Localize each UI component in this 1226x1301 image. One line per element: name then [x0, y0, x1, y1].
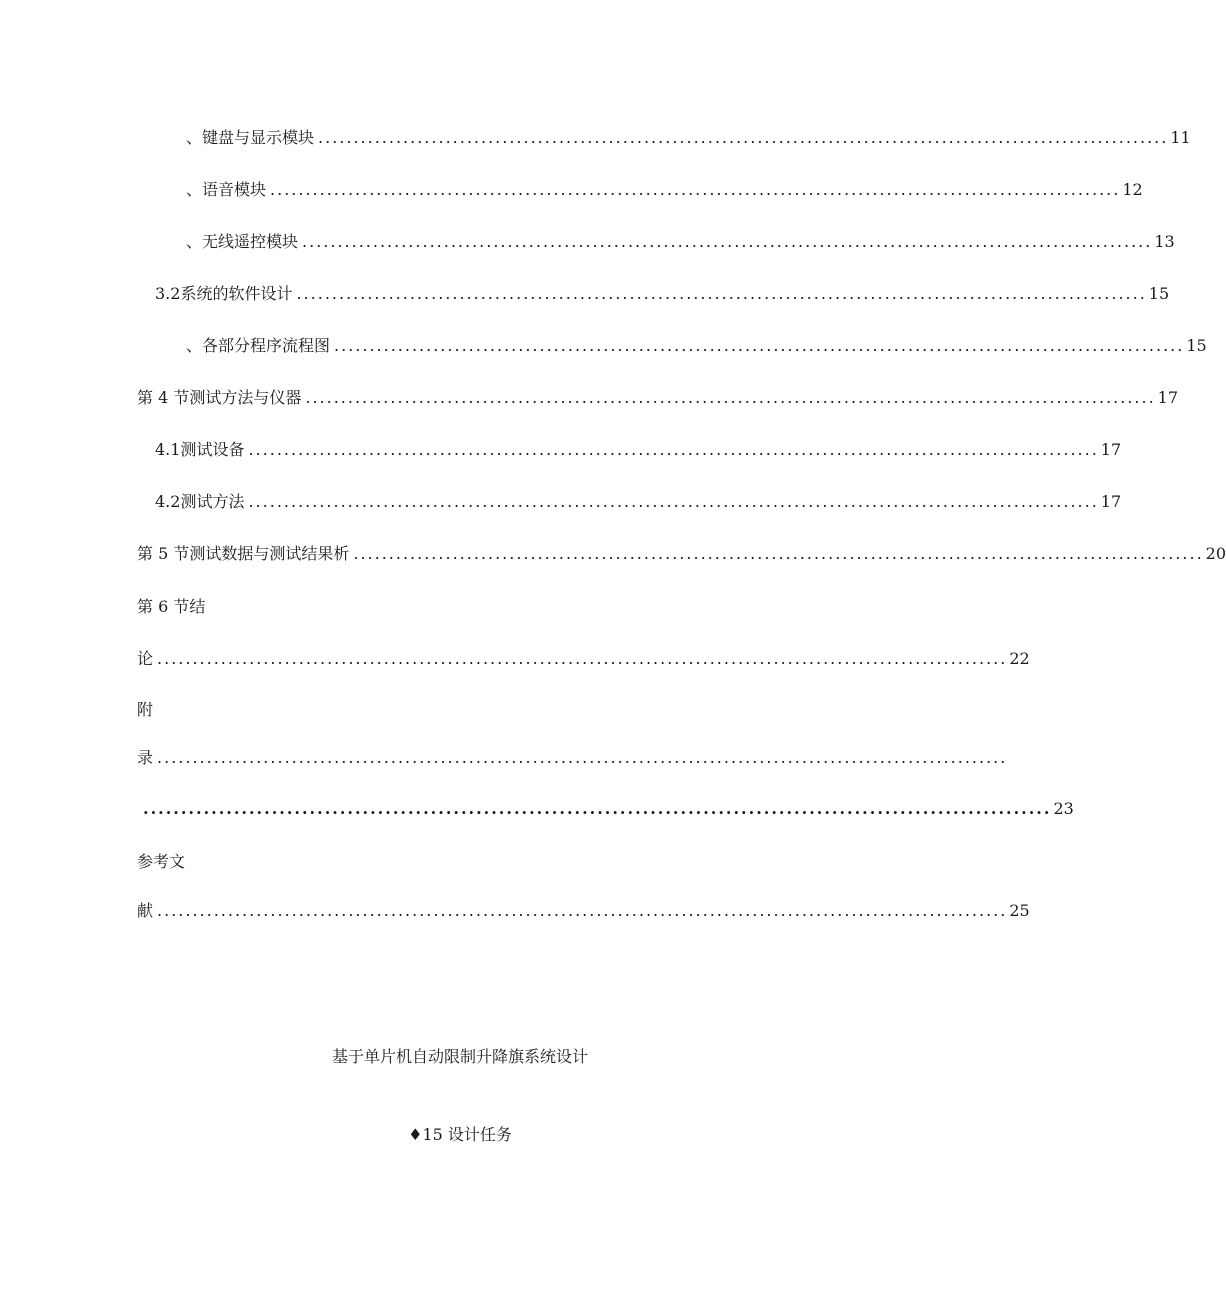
toc-leader-dots: ........................................................................................................................ [318, 128, 1169, 147]
toc-entry-page: 15 [1148, 284, 1170, 303]
toc-entry-number: 4.2 [155, 492, 181, 511]
toc-leader-dots: ........................................................................................................................ [157, 748, 1008, 767]
toc-leader-dots: ........................................................................................................................ [248, 492, 1099, 511]
toc-entry-page: 17 [1100, 440, 1122, 459]
toc-entry-page: 13 [1154, 232, 1175, 251]
toc-entry-page: 11 [1170, 128, 1191, 147]
toc-entry-page: 17 [1157, 388, 1179, 407]
toc-entry [137, 385, 1179, 411]
document-title: 基于单片机自动限制升降旗系统设计 [331, 1047, 588, 1066]
toc-entry-title: 、键盘与显示模块 [186, 128, 315, 147]
toc-entry [137, 646, 1030, 672]
toc-leader-dots: ........................................................................................................................ [334, 336, 1185, 355]
toc-leader-dots: ........................................................................................................................ [157, 901, 1008, 920]
toc-entry-page: 20 [1205, 544, 1226, 563]
toc-entry [186, 177, 1143, 203]
toc-entry-page: 15 [1186, 336, 1207, 355]
toc-leader-dots: ........................................................................................................................ [248, 440, 1099, 459]
toc-entry-title: 参考文 [137, 852, 186, 871]
toc-entry-title: 录 [137, 748, 154, 767]
toc-entry-page: 25 [1009, 901, 1030, 920]
section-heading: ♦15 设计任务 [408, 1125, 512, 1144]
toc-entry [186, 125, 1191, 151]
toc-leader-dots: ........................................................................................................................ [296, 284, 1147, 303]
toc-entry [143, 796, 1074, 822]
toc-entry-title: 献 [137, 901, 154, 920]
toc-leader-dots: ........................................................................................................................ [270, 180, 1121, 199]
toc-entry [155, 281, 1170, 307]
toc-leader-dots: ........................................................................................................................ [143, 799, 1052, 818]
toc-entry-number: 3.2 [155, 284, 181, 303]
toc-entry [137, 541, 1226, 567]
toc-entry-title: 附 [137, 700, 154, 719]
toc-entry-title: 测试设备 [180, 440, 245, 459]
toc-entry-page: 23 [1053, 799, 1074, 818]
toc-leader-dots: ........................................................................................................................ [353, 544, 1204, 563]
toc-entry-title: 第 5 节测试数据与测试结果析 [137, 544, 350, 563]
toc-leader-dots: ........................................................................................................................ [157, 649, 1008, 668]
toc-entry-title: 系统的软件设计 [180, 284, 293, 303]
toc-entry [186, 229, 1175, 255]
toc-entry-page: 22 [1009, 649, 1030, 668]
toc-entry [155, 489, 1122, 515]
toc-entry-page: 12 [1122, 180, 1143, 199]
toc-entry-title: 第 4 节测试方法与仪器 [137, 388, 302, 407]
toc-entry-title: 、无线遥控模块 [186, 232, 299, 251]
toc-entry-page: 17 [1100, 492, 1122, 511]
toc-entry [186, 333, 1207, 359]
toc-entry [155, 437, 1122, 463]
toc-entry-number: 4.1 [155, 440, 181, 459]
toc-entry [137, 898, 1030, 924]
toc-entry-title: 、各部分程序流程图 [186, 336, 331, 355]
toc-entry-title: 测试方法 [180, 492, 245, 511]
toc-leader-dots: ........................................................................................................................ [305, 388, 1156, 407]
toc-entry-title: 、语音模块 [186, 180, 267, 199]
toc-entry-title: 论 [137, 649, 154, 668]
toc-entry [137, 745, 1008, 771]
toc-leader-dots: ........................................................................................................................ [302, 232, 1153, 251]
toc-entry-title: 第 6 节结 [137, 597, 206, 616]
